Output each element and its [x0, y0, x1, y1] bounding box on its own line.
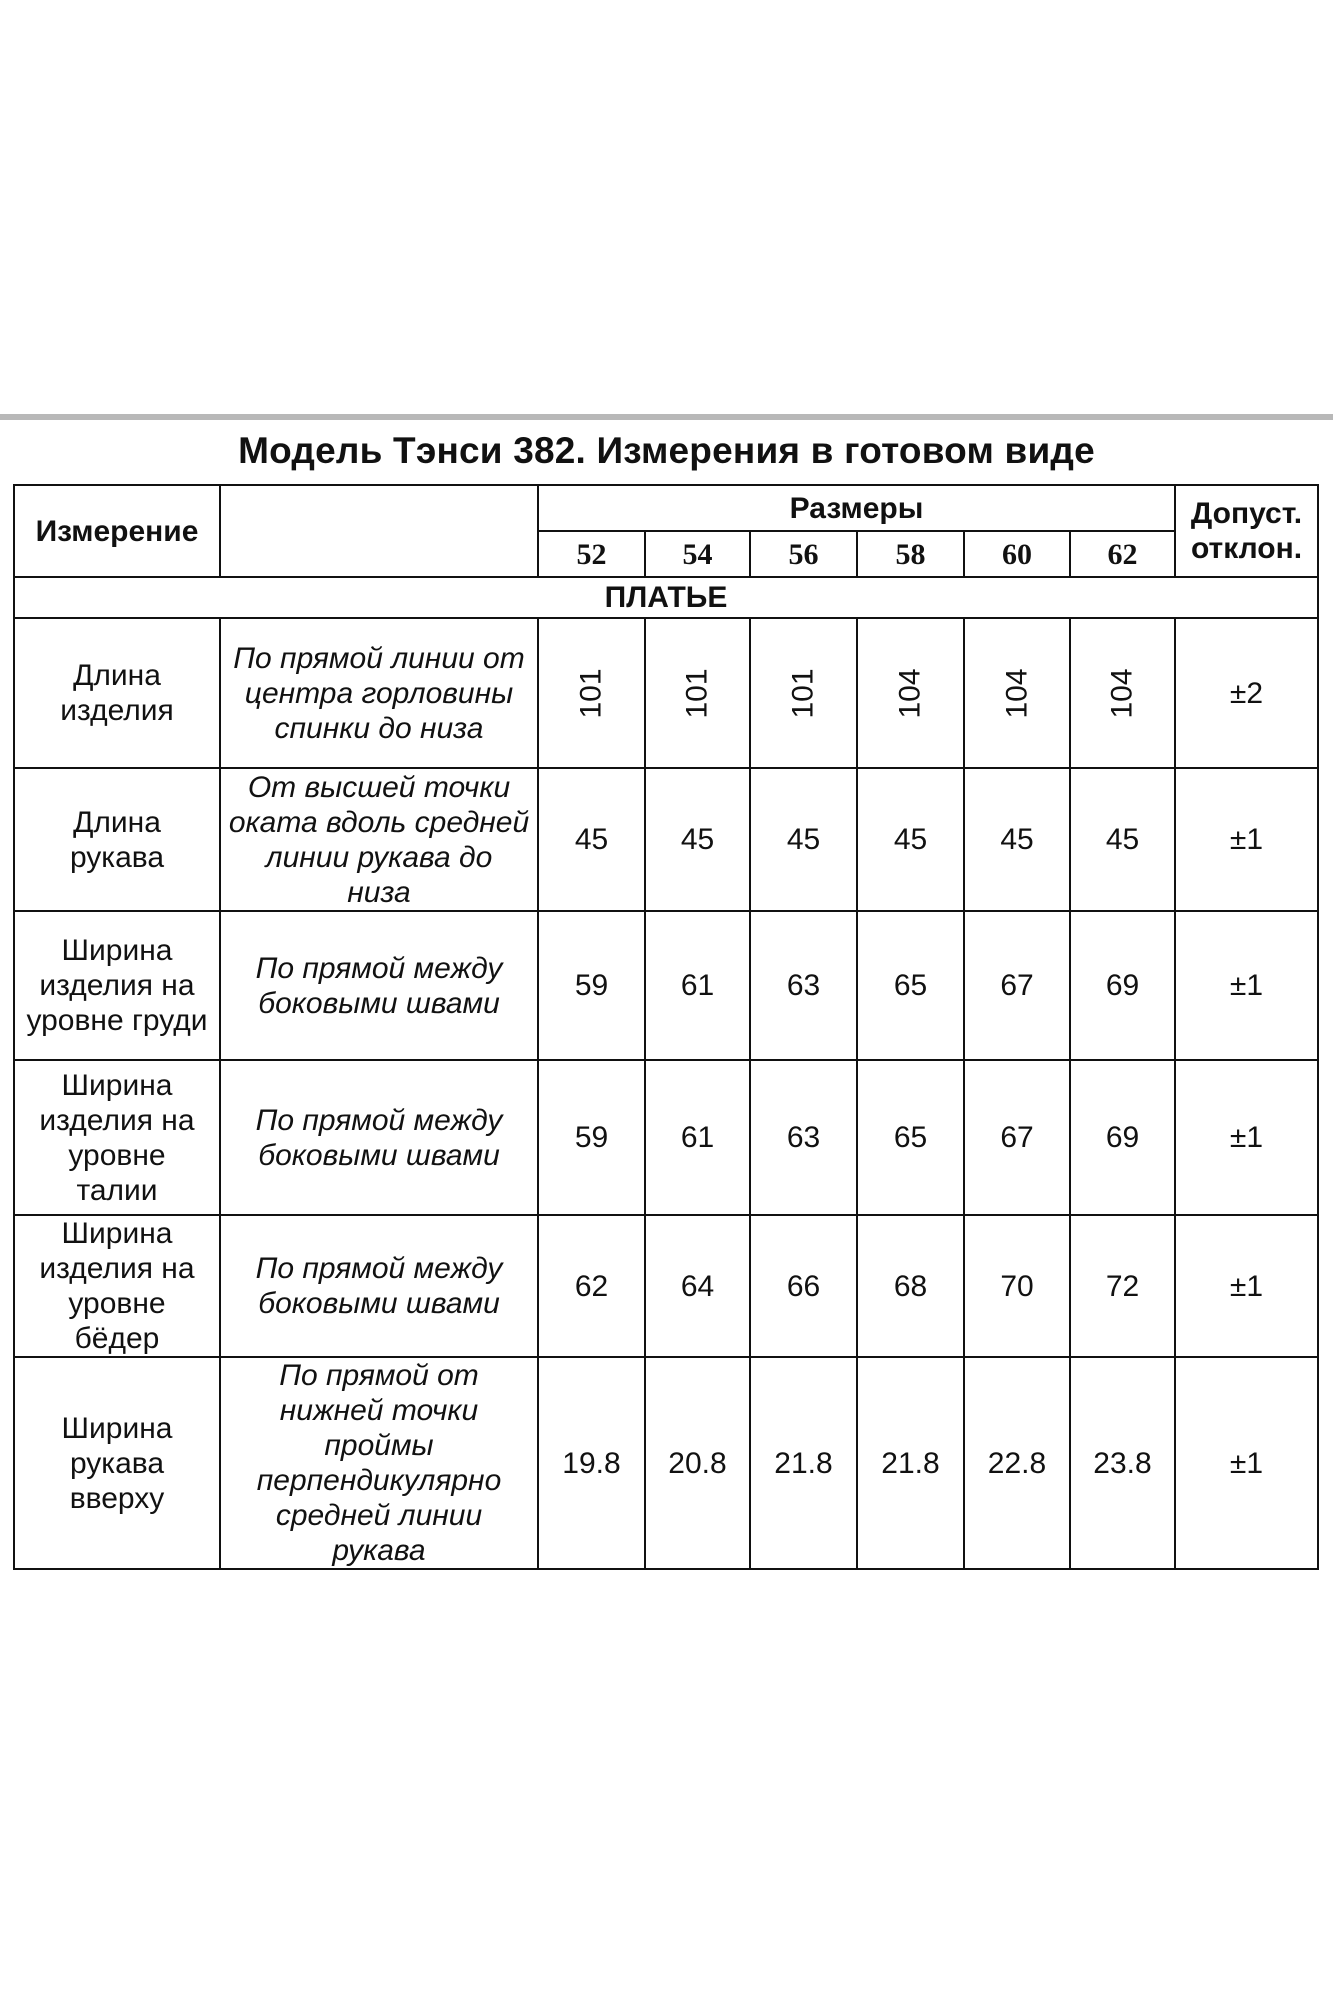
size-value-cell [645, 1357, 750, 1569]
size-value: 45 [786, 823, 821, 856]
measurement-name [14, 618, 220, 768]
table-row [14, 1215, 1318, 1357]
size-value: 67 [1000, 1121, 1034, 1154]
measurement-name-line: изделия на [39, 969, 195, 1002]
measurement-description-line: оката вдоль средней [228, 805, 530, 839]
size-header: 60 [964, 531, 1070, 577]
size-value-cell [750, 1060, 857, 1215]
size-value: 101 [787, 667, 820, 719]
size-value-cell [964, 1060, 1070, 1215]
measurement-name-line: изделия на [39, 1103, 195, 1137]
header-description-blank [220, 485, 538, 577]
measurement-description-line: рукава [332, 1534, 426, 1567]
size-value: 61 [680, 1121, 715, 1154]
size-value: 104 [1106, 667, 1139, 719]
size-value: 69 [1105, 1121, 1140, 1154]
size-value-cell [857, 1060, 964, 1215]
measurement-description [220, 1215, 538, 1357]
section-title: ПЛАТЬЕ [14, 577, 1318, 618]
size-value-cell [538, 768, 645, 911]
size-value: 101 [681, 667, 714, 719]
size-value-cell [964, 1215, 1070, 1357]
measurement-description [220, 911, 538, 1060]
measurement-name-line: Длина [73, 805, 161, 839]
measurement-description [220, 1357, 538, 1569]
size-value-cell [645, 618, 750, 768]
measurement-name-line: Ширина [61, 1411, 173, 1445]
size-value: 101 [575, 667, 608, 719]
size-value-cell [857, 1215, 964, 1357]
measurement-description-line: По прямой между [255, 1103, 503, 1137]
size-value: 104 [1000, 667, 1034, 719]
size-value-cell [1070, 618, 1175, 768]
measurement-name-line: вверху [69, 1481, 165, 1515]
measurement-description-line: нижней точки [279, 1394, 479, 1427]
measurement-description-line: центра горловины [244, 676, 514, 710]
table-row [14, 1357, 1318, 1569]
header-tolerance [1175, 485, 1318, 577]
table-row [14, 618, 1318, 768]
size-value: 66 [786, 1269, 821, 1303]
measurement-description-line: По прямой между [255, 1252, 503, 1285]
size-value-cell [645, 768, 750, 911]
tolerance-value: ±2 [1175, 618, 1318, 768]
size-value: 20.8 [668, 1446, 727, 1480]
tolerance-value: ±1 [1175, 1060, 1318, 1215]
size-value: 45 [1105, 823, 1140, 856]
measurement-name-line: бёдер [74, 1322, 160, 1355]
size-value-cell [538, 911, 645, 1060]
size-value: 21.8 [774, 1446, 833, 1480]
measurement-description-line: средней линии [275, 1499, 483, 1532]
size-value-cell [1070, 911, 1175, 1060]
header-tolerance-line: Допуст. [1190, 497, 1303, 530]
header-tolerance-line: отклон. [1190, 532, 1303, 565]
size-value-cell [750, 618, 857, 768]
size-value: 69 [1105, 969, 1140, 1002]
size-value: 67 [1000, 969, 1034, 1002]
size-value-cell [1070, 1357, 1175, 1569]
size-value: 23.8 [1093, 1446, 1152, 1480]
measurement-description-line: низа [347, 875, 411, 909]
size-value: 19.8 [562, 1446, 621, 1480]
size-value-cell [645, 1060, 750, 1215]
size-value: 63 [786, 1121, 821, 1154]
tolerance-value: ±1 [1175, 911, 1318, 1060]
size-value: 65 [893, 969, 928, 1002]
page-title: Модель Тэнси 382. Измерения в готовом виде [238, 430, 1095, 471]
measurement-name-line: Длина [73, 659, 161, 692]
size-value-cell [645, 1215, 750, 1357]
size-value: 68 [893, 1269, 928, 1303]
size-value: 65 [893, 1121, 928, 1154]
measurement-name-line: рукава [69, 1446, 165, 1480]
table-row [14, 911, 1318, 1060]
measurement-description-line: боковыми швами [258, 1287, 500, 1320]
size-header: 52 [538, 531, 645, 577]
table-row [14, 1060, 1318, 1215]
measurement-name-line: уровне груди [26, 1004, 208, 1037]
measurement-description-line: По прямой между [255, 951, 503, 985]
measurement-description-line: линии рукава до [265, 840, 493, 874]
measurement-name-line: изделия [60, 694, 174, 727]
measurement-description-line: боковыми швами [258, 1138, 500, 1172]
measurement-name [14, 911, 220, 1060]
measurement-description [220, 1060, 538, 1215]
size-value: 64 [680, 1269, 715, 1303]
measurement-name-line: уровне [68, 1287, 166, 1320]
header-measurement: Измерение [14, 485, 220, 577]
size-value-cell [964, 618, 1070, 768]
measurement-description [220, 768, 538, 911]
size-value: 63 [786, 969, 821, 1002]
tolerance-value: ±1 [1175, 1357, 1318, 1569]
tolerance-value: ±1 [1175, 1215, 1318, 1357]
measurements-table [13, 484, 1319, 1570]
measurement-description-line: проймы [324, 1429, 434, 1462]
size-value-cell [750, 1215, 857, 1357]
size-header: 62 [1070, 531, 1175, 577]
top-divider [0, 414, 1333, 420]
size-value-cell [750, 1357, 857, 1569]
size-value: 45 [574, 823, 609, 856]
measurement-name-line: изделия на [39, 1252, 195, 1285]
size-value-cell [857, 911, 964, 1060]
size-value: 62 [574, 1269, 609, 1303]
size-value: 45 [1000, 823, 1034, 856]
size-header: 58 [857, 531, 964, 577]
measurement-name-line: рукава [69, 840, 165, 874]
tolerance-value: ±1 [1175, 768, 1318, 911]
size-value-cell [1070, 1060, 1175, 1215]
size-value-cell [538, 1357, 645, 1569]
table-row [14, 768, 1318, 911]
size-value-cell [1070, 1215, 1175, 1357]
size-value: 45 [680, 823, 715, 856]
size-value-cell [750, 768, 857, 911]
size-value: 61 [680, 969, 715, 1002]
size-value: 72 [1105, 1269, 1140, 1303]
size-value: 70 [1000, 1269, 1034, 1303]
size-value: 59 [574, 1121, 609, 1154]
measurement-description-line: перпендикулярно [256, 1464, 502, 1497]
measurement-name-line: Ширина [61, 934, 173, 967]
size-value: 21.8 [881, 1446, 940, 1480]
size-value-cell [857, 618, 964, 768]
measurement-name [14, 1357, 220, 1569]
measurement-description-line: От высшей точки [247, 770, 511, 804]
size-value-cell [964, 911, 1070, 1060]
measurement-description-line: боковыми швами [258, 986, 500, 1020]
size-value-cell [538, 618, 645, 768]
size-value: 45 [893, 823, 928, 856]
measurement-name-line: Ширина [61, 1217, 173, 1250]
size-value-cell [964, 768, 1070, 911]
measurement-name-line: уровне [68, 1138, 166, 1172]
size-header: 56 [750, 531, 857, 577]
measurement-name-line: Ширина [61, 1068, 173, 1102]
size-value: 104 [894, 667, 927, 719]
size-value: 22.8 [987, 1446, 1047, 1480]
size-value-cell [964, 1357, 1070, 1569]
measurement-description-line: По прямой от [279, 1359, 479, 1392]
size-value-cell [538, 1060, 645, 1215]
size-value-cell [1070, 768, 1175, 911]
size-value-cell [857, 1357, 964, 1569]
measurement-name [14, 1215, 220, 1357]
measurement-name [14, 768, 220, 911]
size-value-cell [645, 911, 750, 1060]
size-value: 59 [574, 969, 609, 1002]
measurement-name-line: талии [76, 1173, 158, 1207]
measurement-description-line: По прямой линии от [233, 641, 525, 675]
size-value-cell [538, 1215, 645, 1357]
measurement-name [14, 1060, 220, 1215]
measurement-description [220, 618, 538, 768]
size-value-cell [750, 911, 857, 1060]
measurement-description-line: спинки до низа [274, 711, 484, 745]
header-sizes: Размеры [538, 485, 1175, 531]
size-header: 54 [645, 531, 750, 577]
size-value-cell [857, 768, 964, 911]
